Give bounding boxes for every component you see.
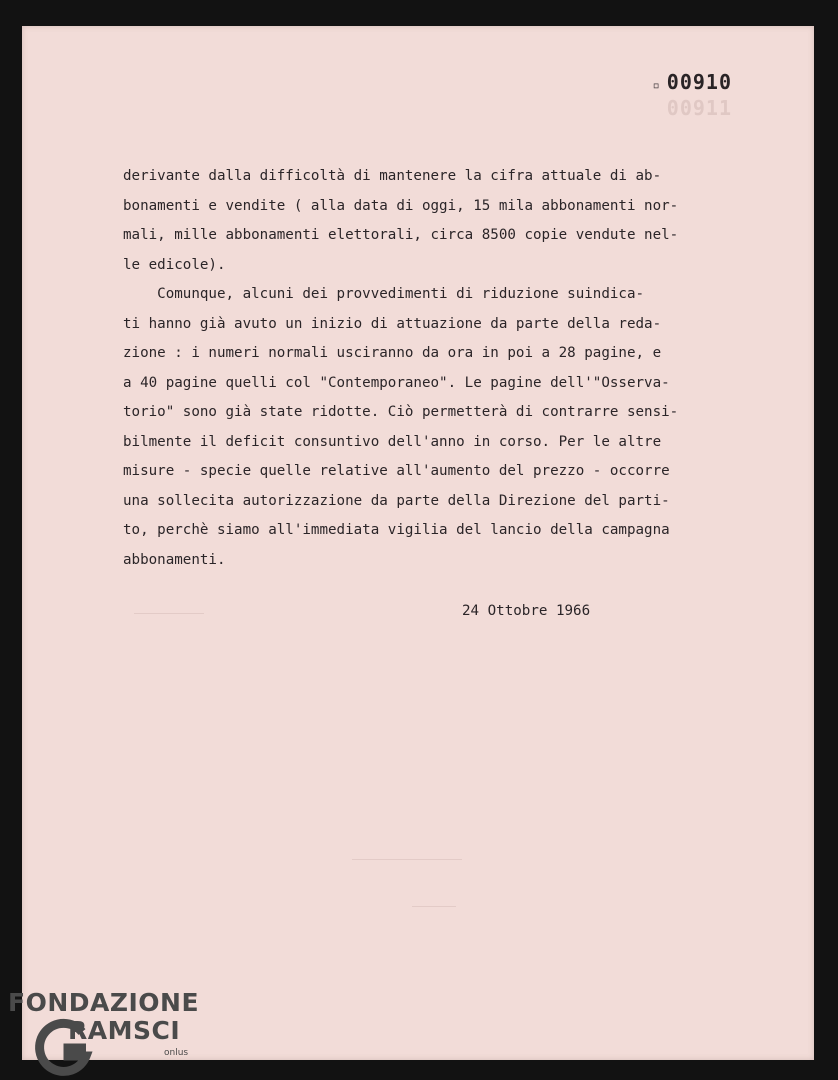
bleed-through-page-number: 00911	[666, 96, 732, 120]
text-line: mali, mille abbonamenti elettorali, circa 8500 copie vendute nel-	[123, 227, 679, 243]
bleed-through-rule	[134, 613, 204, 614]
text-line: misure - specie quelle relative all'aumento del prezzo - occorre	[123, 463, 670, 479]
text-line: Comunque, alcuni dei provvedimenti di riduzione suindica-	[123, 286, 645, 302]
bleed-through-rule	[412, 906, 456, 907]
watermark-line1: FONDAZIONE	[8, 988, 200, 1017]
text-line: a 40 pagine quelli col "Contemporaneo". Le pagine dell'"Osserva-	[123, 374, 670, 391]
stamp-mark: ▫	[652, 78, 661, 92]
text-line: ti hanno già avuto un inizio di attuazione da parte della reda-	[123, 315, 662, 332]
text-line: bonamenti e vendite ( alla data di oggi, 15 mila abbonamenti nor-	[123, 197, 679, 214]
watermark-line2: RAMSCI	[68, 1016, 181, 1045]
text-line: to, perchè siamo all'immediata vigilia del lancio della campagna	[123, 522, 670, 538]
text-line: derivante dalla difficoltà di mantenere la cifra attuale di ab-	[123, 168, 662, 184]
text-line: una sollecita autorizzazione da parte della Direzione del parti-	[123, 492, 670, 509]
document-page	[22, 26, 814, 1060]
watermark-sub: onlus	[164, 1048, 189, 1058]
bleed-through-rule	[352, 859, 462, 860]
text-line: zione : i numeri normali usciranno da ora in poi a 28 pagine, e	[123, 345, 662, 361]
text-line: abbonamenti.	[123, 551, 226, 568]
fondazione-gramsci-watermark	[4, 988, 204, 1080]
text-line: le edicole).	[123, 256, 226, 273]
text-line: bilmente il deficit consuntivo dell'anno in corso. Per le altre	[123, 433, 662, 450]
document-date: 24 Ottobre 1966	[462, 603, 591, 619]
body-text	[123, 162, 773, 575]
text-line: torio" sono già state ridotte. Ciò permetterà di contrarre sensi-	[123, 404, 679, 420]
page-number	[653, 70, 732, 94]
page-number-value: 00910	[666, 70, 732, 94]
